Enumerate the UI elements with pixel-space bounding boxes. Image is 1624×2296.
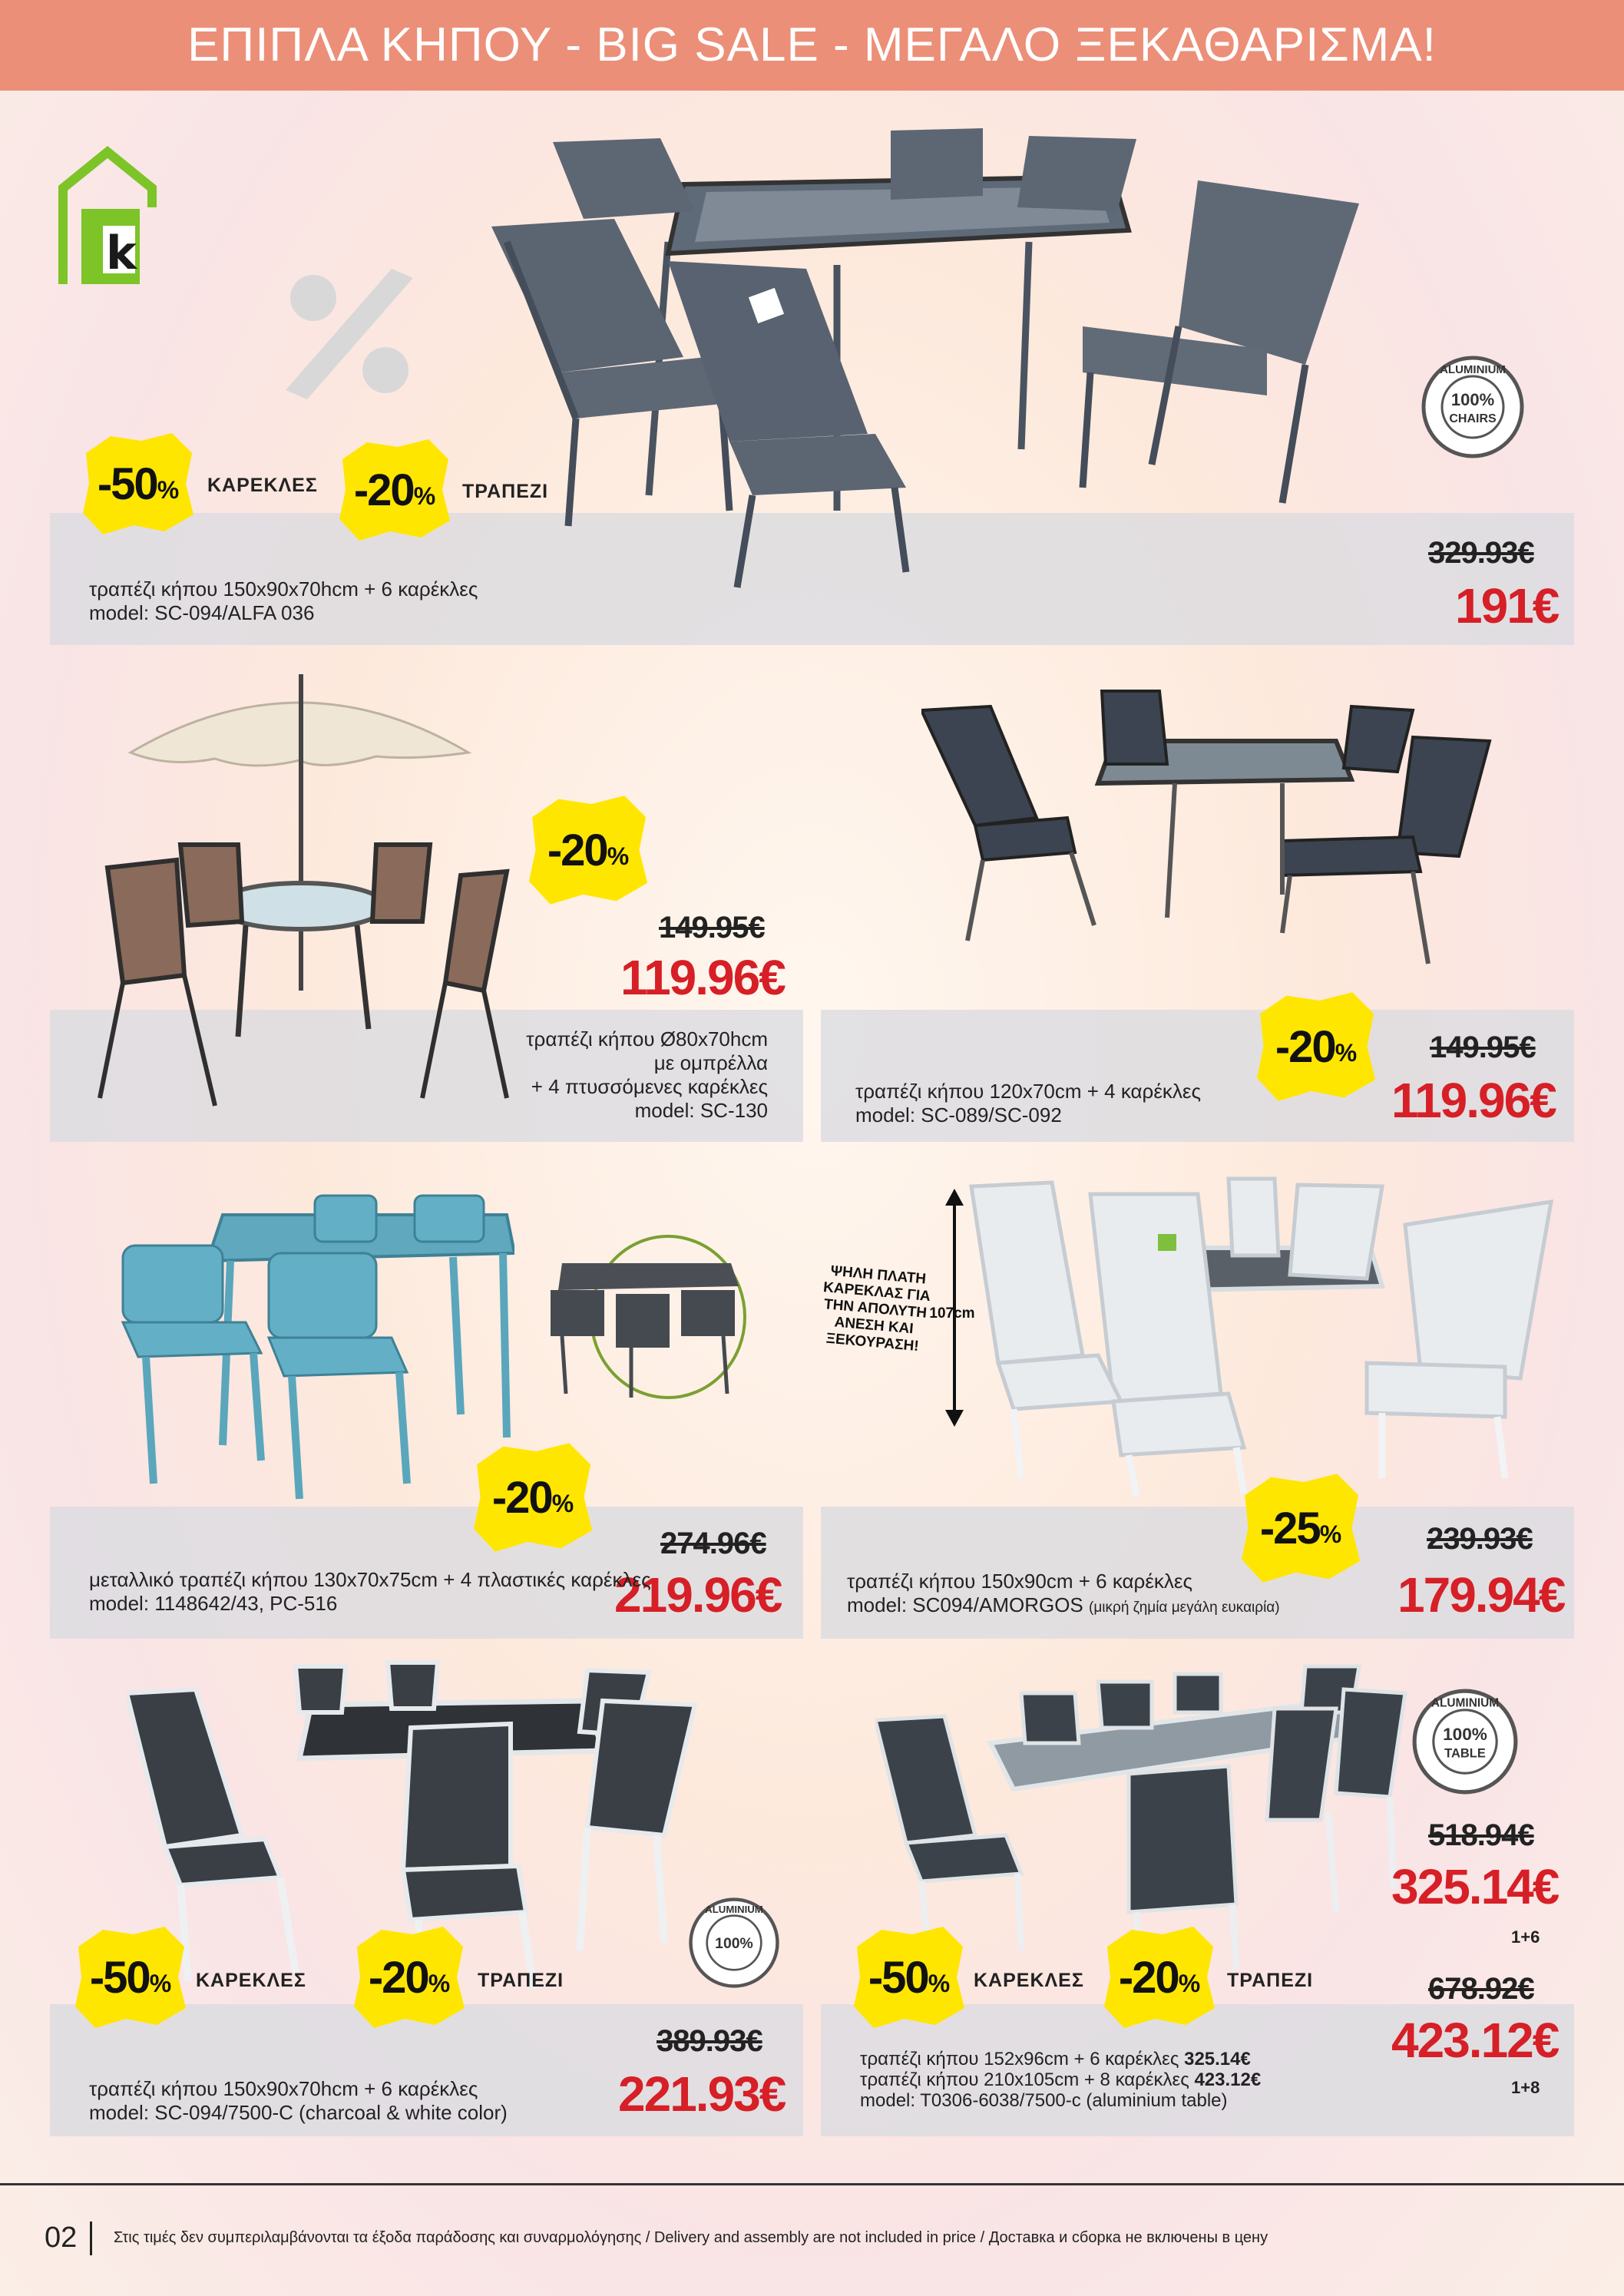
- product-1-old-price: 329.93€: [1428, 536, 1534, 570]
- discount-badge: -20 %: [1250, 989, 1381, 1104]
- product-3-image: [921, 687, 1497, 971]
- product-4-new-price: 219.96€: [614, 1567, 782, 1623]
- house-logo-icon: [58, 146, 157, 284]
- product-2-description: τραπέζι κήπου Ø80x70hcm με ομπρέλλα + 4 πτυσσόμενες καρέκλες model: SC-130: [526, 1027, 768, 1122]
- discount-badge-table: -20 %: [1101, 1924, 1216, 2031]
- product-7-set-b: 1+8: [1511, 2078, 1540, 2097]
- product-5-description: τραπέζι κήπου 150x90cm + 6 καρέκλες model: SC094/AMORGOS (μικρή ζημία μεγάλη ευκαιρία): [847, 1570, 1280, 1616]
- svg-text:ALUMINIUM: ALUMINIUM: [705, 1904, 763, 1916]
- product-7-set-a: 1+6: [1511, 1927, 1540, 1947]
- svg-text:100%: 100%: [1443, 1724, 1487, 1744]
- discount-badge-chairs: -50 %: [80, 430, 195, 538]
- discount-badge: -20 %: [522, 792, 653, 908]
- product-7-old-price-b: 678.92€: [1428, 1972, 1534, 2006]
- aluminium-seal: [688, 1897, 780, 1989]
- badge-label-table: ΤΡΑΠΕΖΙ: [462, 481, 549, 502]
- badge-label-table: ΤΡΑΠΕΖΙ: [478, 1970, 564, 1991]
- product-1-description: τραπέζι κήπου 150x90x70hcm + 6 καρέκλες model: SC-094/ALFA 036: [89, 577, 478, 624]
- footer-divider: [0, 2183, 1624, 2185]
- discount-badge-table: -20 %: [336, 436, 451, 544]
- aluminium-chairs-seal: [1421, 355, 1525, 459]
- product-6-old-price: 389.93€: [657, 2024, 762, 2058]
- logo-letter: k: [106, 227, 137, 280]
- product-3-new-price: 119.96€: [1391, 1073, 1556, 1128]
- product-2-image: [92, 668, 522, 1113]
- product-6-description: τραπέζι κήπου 150x90x70hcm + 6 καρέκλες model: SC-094/7500-C (charcoal & white color): [89, 2077, 508, 2124]
- footer-separator: [90, 2222, 92, 2255]
- page-number: 02: [45, 2222, 78, 2254]
- svg-text:ALUMINIUM: ALUMINIUM: [1431, 1696, 1500, 1710]
- svg-text:ALUMINIUM: ALUMINIUM: [1440, 363, 1506, 376]
- product-4-inset-image: [547, 1232, 754, 1405]
- product-7-old-price-a: 518.94€: [1428, 1818, 1534, 1852]
- product-4-old-price: 274.96€: [660, 1527, 766, 1560]
- product-2-old-price: 149.95€: [659, 911, 765, 945]
- badge-label-chairs: ΚΑΡΕΚΛΕΣ: [974, 1970, 1084, 1991]
- badge-label-table: ΤΡΑΠΕΖΙ: [1227, 1970, 1314, 1991]
- product-5-old-price: 239.93€: [1427, 1522, 1533, 1556]
- product-3-old-price: 149.95€: [1430, 1031, 1536, 1064]
- product-4-description: μεταλλικό τραπέζι κήπου 130x70x75cm + 4 πλαστικές καρέκλες model: 1148642/43, PC-516: [89, 1568, 651, 1615]
- product-7-new-price-a: 325.14€: [1391, 1859, 1559, 1914]
- product-1-image: [476, 127, 1367, 591]
- product-4-image: [115, 1192, 514, 1503]
- svg-text:CHAIRS: CHAIRS: [1449, 412, 1497, 425]
- footer-disclaimer: Στις τιμές δεν συμπεριλαμβάνονται τα έξοδα παράδοσης και συναρμολόγησης / Delivery and assembly are not included in price / Доставка и сборка не включены в цену: [114, 2229, 1268, 2246]
- product-3-description: τραπέζι κήπου 120x70cm + 4 καρέκλες model: SC-089/SC-092: [855, 1080, 1202, 1126]
- high-back-note: ΨΗΛΗ ΠΛΑΤΗ ΚΑΡΕΚΛΑΣ ΓΙΑ ΤΗΝ ΑΠΟΛΥΤΗ ΑΝΕΣΗ ΚΑΙ ΞΕΚΟΥΡΑΣΗ!: [822, 1262, 931, 1355]
- discount-badge-chairs: -50 %: [851, 1924, 966, 2031]
- product-7-new-price-b: 423.12€: [1391, 2013, 1559, 2068]
- discount-badge-chairs: -50 %: [72, 1924, 187, 2031]
- discount-badge: -20 %: [467, 1440, 597, 1555]
- product-1-new-price: 191€: [1455, 578, 1559, 634]
- discount-badge-table: -20 %: [351, 1924, 466, 2031]
- height-value: 107cm: [929, 1305, 975, 1322]
- aluminium-table-seal: [1411, 1688, 1519, 1795]
- percent-watermark-icon: [276, 261, 422, 407]
- product-2-new-price: 119.96€: [620, 950, 785, 1005]
- product-7-description: τραπέζι κήπου 152x96cm + 6 καρέκλες 325.14€ τραπέζι κήπου 210x105cm + 8 καρέκλες 423.12€ model: T0306-6038/7500-c (aluminium table): [860, 2049, 1262, 2111]
- svg-text:100%: 100%: [715, 1935, 753, 1953]
- svg-text:100%: 100%: [1450, 390, 1495, 409]
- product-5-new-price: 179.94€: [1397, 1567, 1565, 1623]
- product-6-new-price: 221.93€: [618, 2066, 786, 2122]
- product-5-image: [967, 1171, 1559, 1497]
- svg-text:TABLE: TABLE: [1444, 1746, 1486, 1761]
- badge-label-chairs: ΚΑΡΕΚΛΕΣ: [196, 1970, 306, 1991]
- page-header: ΕΠΙΠΛΑ ΚΗΠΟΥ - BIG SALE - ΜΕΓΑΛΟ ΞΕΚΑΘΑΡΙΣΜΑ!: [0, 0, 1624, 91]
- badge-label-chairs: ΚΑΡΕΚΛΕΣ: [207, 475, 318, 496]
- discount-badge: -25 %: [1235, 1471, 1365, 1586]
